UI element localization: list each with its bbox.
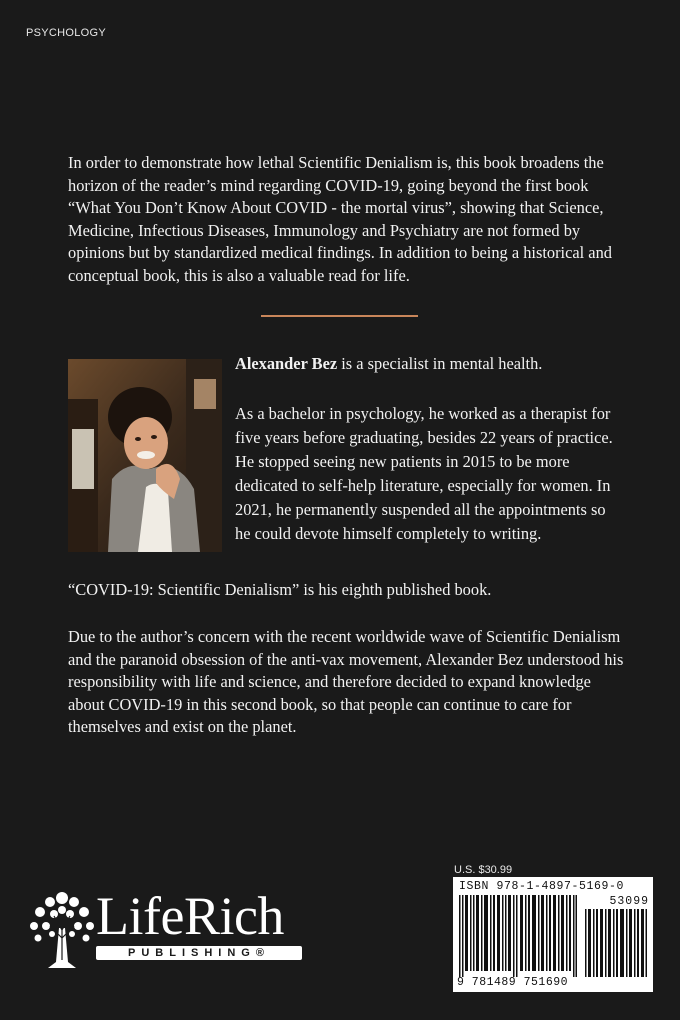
author-intro	[235, 353, 625, 376]
author-portrait-image	[68, 359, 222, 552]
isbn-label: ISBN 978-1-4897-5169-0	[459, 880, 625, 893]
barcode-bars-addon	[585, 909, 647, 977]
book-blurb: In order to demonstrate how lethal Scientific Denialism is, this book broadens the horizon of the reader’s mind regarding COVID-19, going beyond the first book “What You Don’t Know About COVID - the mortal virus”, showing that Science, Medicine, Infectious Diseases, Immunology and Psychiatry are not formed by opinions but by standardized medical findings. In addition to being a historical and conceptual book, this is also a valuable read for life.	[68, 153, 612, 285]
category-label: PSYCHOLOGY	[26, 27, 107, 39]
price-code: 53099	[609, 895, 649, 908]
author-bio: As a bachelor in psychology, he worked as a therapist for five years before graduating, besides 22 years of practice. He stopped seeing new patients in 2015 to be more dedicated to self-help literature, especially for women. In 2021, he permanently suspended all the appointments so he could devote himself completely to writing.	[235, 404, 613, 543]
tree-icon	[26, 884, 98, 968]
price-label: U.S. $30.99	[454, 864, 513, 876]
author-name: Alexander Bez	[235, 354, 338, 373]
ean-digits: 9 781489 751690	[457, 976, 569, 989]
barcode-bars-main	[459, 895, 577, 977]
isbn-barcode	[453, 877, 653, 992]
divider-rule	[261, 315, 418, 317]
eighth-book-note: “COVID-19: Scientific Denialism” is his eighth published book.	[68, 580, 492, 599]
publisher-tagline: PUBLISHING®	[128, 947, 270, 959]
publisher-name: LifeRich	[96, 886, 284, 946]
author-concern: Due to the author’s concern with the recent worldwide wave of Scientific Denialism and the paranoid obsession of the anti-vax movement, Alexander Bez understood his responsibility with life and science, and therefore decided to expand knowledge about COVID-19 in this second book, so that people can continue to care for themselves and exist on the planet.	[68, 627, 624, 737]
author-intro-text: is a specialist in mental health.	[337, 354, 543, 373]
author-photo	[68, 359, 222, 552]
publisher-logo	[26, 884, 316, 974]
